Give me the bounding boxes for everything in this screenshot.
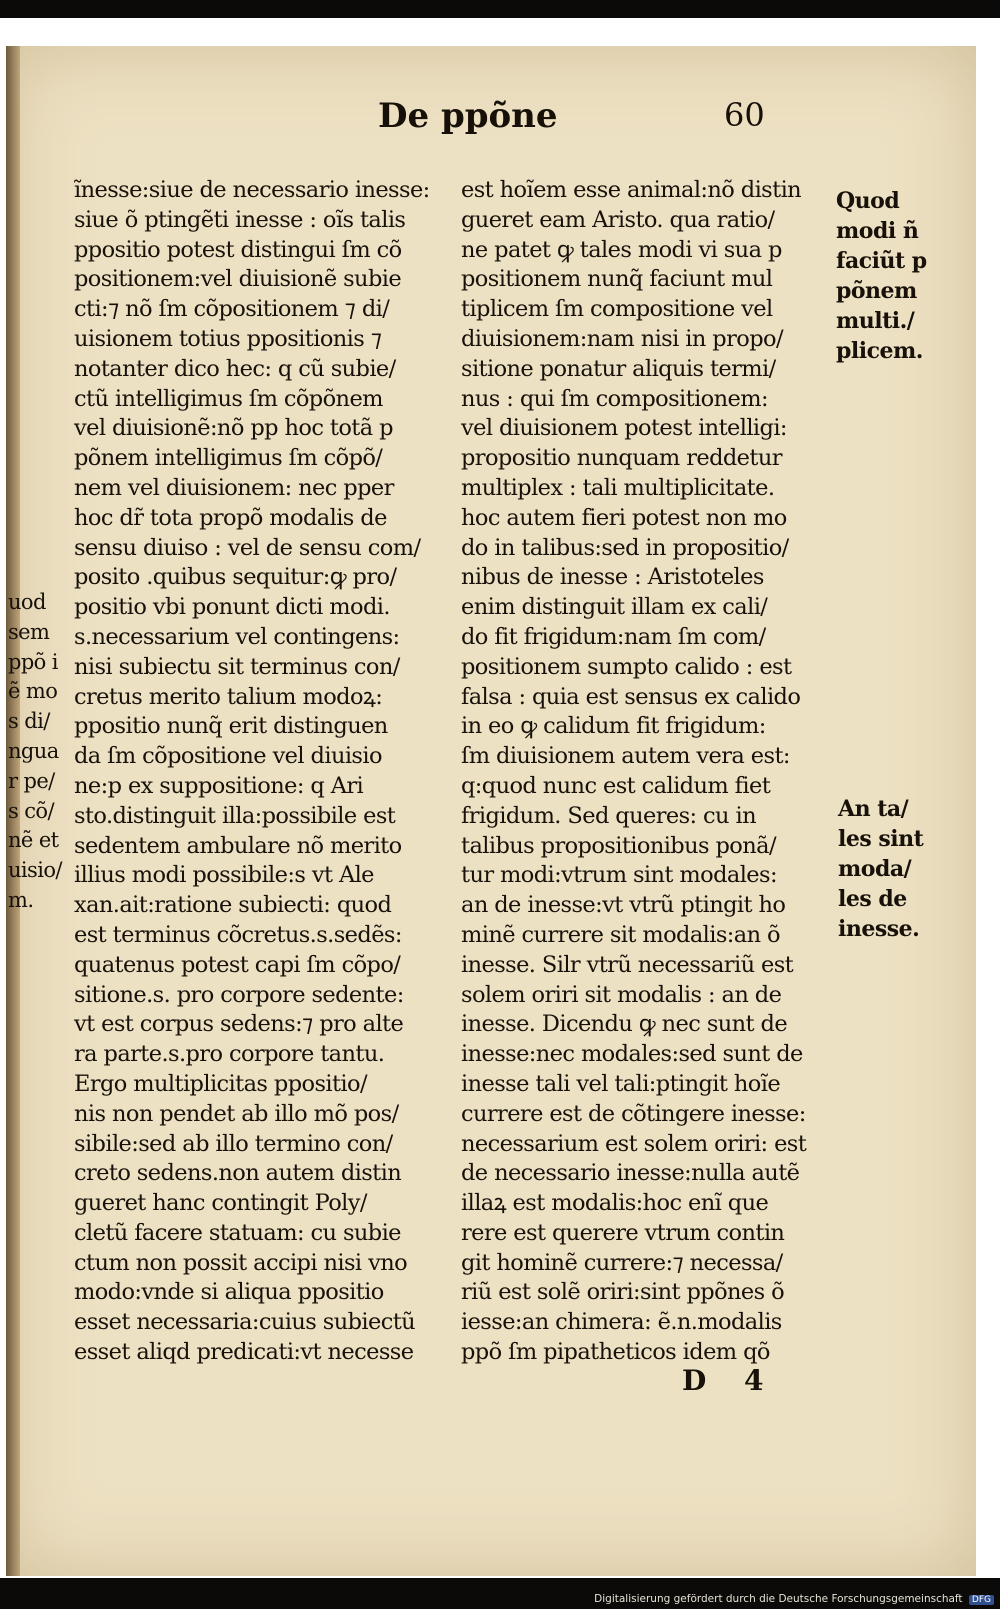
margin-note-line: An ta/ xyxy=(838,796,909,822)
left-margin-fragments xyxy=(8,588,68,916)
text-line: positio vbi ponunt dicti modi. xyxy=(74,594,390,621)
margin-fragment: r pe/ xyxy=(8,768,55,793)
text-line: multiplex : tali multiplicitate. xyxy=(461,474,775,501)
text-line: riũ est solẽ oriri:sint ppõnes õ xyxy=(461,1279,785,1306)
margin-note-line: Quod xyxy=(836,188,900,214)
margin-note-line: moda/ xyxy=(838,856,912,882)
text-column-right xyxy=(461,176,821,1368)
text-line: ctũ intelligimus ſm cõpõnem xyxy=(74,385,383,412)
text-line: cletũ facere statuam: cu subie xyxy=(74,1219,401,1246)
text-line: rere est querere vtrum contin xyxy=(461,1219,785,1246)
text-line: est hoĩem esse animal:nõ distin xyxy=(461,177,802,203)
margin-note-line: les sint xyxy=(838,826,924,852)
text-line: de necessario inesse:nulla autẽ xyxy=(461,1160,800,1187)
text-line: sedentem ambulare nõ merito xyxy=(74,832,402,859)
text-line: sensu diuiso : vel de sensu com/ xyxy=(74,534,421,561)
text-line: inesse. Dicendu ꝙ nec sunt de xyxy=(461,1011,788,1038)
text-line: ppositio nunq̃ erit distinguen xyxy=(74,713,388,740)
margin-fragment: nẽ et xyxy=(8,828,59,853)
text-line: gueret eam Aristo. qua ratio/ xyxy=(461,206,775,233)
text-line: frigidum. Sed queres: cu in xyxy=(461,802,756,829)
text-line: ppõ ſm pipatheticos idem qõ xyxy=(461,1339,770,1366)
text-line: ne patet ꝙ tales modi vi sua p xyxy=(461,236,782,263)
margin-note-line: modi ñ xyxy=(836,218,919,244)
text-line: gueret hanc contingit Poly/ xyxy=(74,1190,367,1217)
text-line: solem oriri sit modalis : an de xyxy=(461,981,782,1008)
text-line: in eo ꝙ calidum fit frigidum: xyxy=(461,713,766,740)
margin-note-top xyxy=(836,186,927,366)
margin-note-line: plicem. xyxy=(836,338,923,364)
text-line: vel diuisionem potest intelligi: xyxy=(461,415,787,442)
text-line: currere est de cõtingere inesse: xyxy=(461,1100,806,1127)
text-line: hoc autem fieri potest non mo xyxy=(461,504,787,531)
text-line: vt est corpus sedens:⁊ pro alte xyxy=(74,1011,404,1038)
text-line: minẽ currere sit modalis:an õ xyxy=(461,921,780,948)
text-line: ppositio potest distingui ſm cõ xyxy=(74,236,402,263)
folio-number: 60 xyxy=(724,96,765,134)
text-line: necessarium est solem oriri: est xyxy=(461,1130,807,1157)
paper-leaf xyxy=(6,46,976,1576)
text-line: notanter dico hec: q cũ subie/ xyxy=(74,355,396,382)
margin-note-line: faciũt p xyxy=(836,248,927,274)
margin-fragment: s di/ xyxy=(8,709,50,734)
text-line: s.necessarium vel contingens: xyxy=(74,623,400,650)
text-line: illius modi possibile:s vt Ale xyxy=(74,862,374,889)
text-line: sitione ponatur aliquis termi/ xyxy=(461,355,776,382)
footer-credit xyxy=(594,1593,994,1605)
text-line: an de inesse:vt vtrũ ptingit ho xyxy=(461,892,786,919)
margin-fragment: sem xyxy=(8,619,50,644)
text-line: modo:vnde si aliqua ppositio xyxy=(74,1279,384,1306)
text-line: inesse tali vel tali:ptingit hoĩe xyxy=(461,1070,781,1097)
text-line: do in talibus:sed in propositio/ xyxy=(461,534,789,561)
text-line: ctum non possit accipi nisi vno xyxy=(74,1249,408,1276)
scan-page xyxy=(0,18,1000,1578)
text-line: vel diuisionẽ:nõ pp hoc totã p xyxy=(74,415,393,442)
text-line: siue õ ptingẽti inesse : oĩs talis xyxy=(74,206,406,233)
text-line: positionem nunq̃ faciunt mul xyxy=(461,266,773,293)
margin-fragment: ppõ i xyxy=(8,649,58,674)
margin-note-line: multi./ xyxy=(836,308,915,334)
text-line: hoc dr̃ tota propõ modalis de xyxy=(74,504,387,531)
footer-text: Digitalisierung gefördert durch die Deutsche Forschungsgemeinschaft xyxy=(594,1593,963,1605)
text-line: põnem intelligimus ſm cõpõ/ xyxy=(74,445,383,472)
text-line: iesse:an chimera: ẽ.n.modalis xyxy=(461,1309,782,1336)
margin-fragment: uod xyxy=(8,590,46,614)
margin-fragment: s cõ/ xyxy=(8,798,54,823)
text-line: inesse:nec modales:sed sunt de xyxy=(461,1041,803,1068)
text-line: q:quod nunc est calidum fiet xyxy=(461,772,771,799)
text-line: da ſm cõpositione vel diuisio xyxy=(74,743,382,770)
text-line: illaꝝ est modalis:hoc enĩ que xyxy=(461,1190,769,1217)
text-line: sitione.s. pro corpore sedente: xyxy=(74,981,404,1008)
text-line: ſm diuisionem autem vera est: xyxy=(461,743,790,770)
text-line: tur modi:vtrum sint modales: xyxy=(461,862,777,889)
text-line: sto.distinguit illa:possibile est xyxy=(74,802,396,829)
dfg-logo: DFG xyxy=(969,1595,994,1605)
text-line: quatenus potest capi ſm cõpo/ xyxy=(74,951,401,978)
text-line: nem vel diuisionem: nec pper xyxy=(74,474,394,501)
text-line: cti:⁊ nõ ſm cõpositionem ⁊ di/ xyxy=(74,296,390,323)
text-line: est terminus cõcretus.s.sedẽs: xyxy=(74,921,402,948)
text-line: esset aliqd predicati:vt necesse xyxy=(74,1339,414,1366)
text-line: positionem sumpto calido : est xyxy=(461,653,792,680)
text-line: do fit frigidum:nam ſm com/ xyxy=(461,623,766,650)
text-line: sibile:sed ab illo termino con/ xyxy=(74,1130,393,1157)
text-line: inesse. Silr vtrũ necessariũ est xyxy=(461,951,794,978)
margin-note-line: les de xyxy=(838,886,907,912)
text-line: propositio nunquam reddetur xyxy=(461,445,782,472)
text-line: uisionem totius ppositionis ⁊ xyxy=(74,325,382,352)
text-line: nibus de inesse : Aristoteles xyxy=(461,564,764,591)
margin-note-line: põnem xyxy=(836,278,917,304)
margin-fragment: ngua xyxy=(8,738,59,763)
margin-fragment: ẽ mo xyxy=(8,679,58,704)
margin-note-middle xyxy=(838,794,923,944)
text-line: xan.ait:ratione subiecti: quod xyxy=(74,892,392,919)
text-line: diuisionem:nam nisi in propo/ xyxy=(461,325,783,352)
text-line: cretus merito talium modoꝝ: xyxy=(74,683,383,710)
text-line: ne:p ex suppositione: q Ari xyxy=(74,772,364,799)
text-line: esset necessaria:cuius subiectũ xyxy=(74,1309,416,1336)
text-column-left xyxy=(74,176,444,1368)
text-line: ra parte.s.pro corpore tantu. xyxy=(74,1041,385,1068)
text-line: enim distinguit illam ex cali/ xyxy=(461,594,768,621)
text-line: git hominẽ currere:⁊ necessa/ xyxy=(461,1249,783,1276)
signature-mark: D 4 xyxy=(682,1364,778,1397)
running-head: De ppõne xyxy=(378,96,558,136)
margin-note-line: inesse. xyxy=(838,916,920,942)
text-line: positionem:vel diuisionẽ subie xyxy=(74,266,402,293)
text-line: tiplicem ſm compositione vel xyxy=(461,296,773,323)
text-line: creto sedens.non autem distin xyxy=(74,1160,402,1187)
text-line: nis non pendet ab illo mõ pos/ xyxy=(74,1100,399,1127)
text-line: ĩnesse:siue de necessario inesse: xyxy=(74,177,430,203)
text-line: falsa : quia est sensus ex calido xyxy=(461,683,801,710)
text-line: nus : qui ſm compositionem: xyxy=(461,385,768,412)
text-line: talibus propositionibus ponã/ xyxy=(461,832,776,859)
text-line: nisi subiectu sit terminus con/ xyxy=(74,653,400,680)
text-line: Ergo multiplicitas ppositio/ xyxy=(74,1070,367,1097)
margin-fragment: uisio/ xyxy=(8,858,62,883)
text-line: posito .quibus sequitur:ꝙ pro/ xyxy=(74,564,397,591)
margin-fragment: m. xyxy=(8,887,34,912)
